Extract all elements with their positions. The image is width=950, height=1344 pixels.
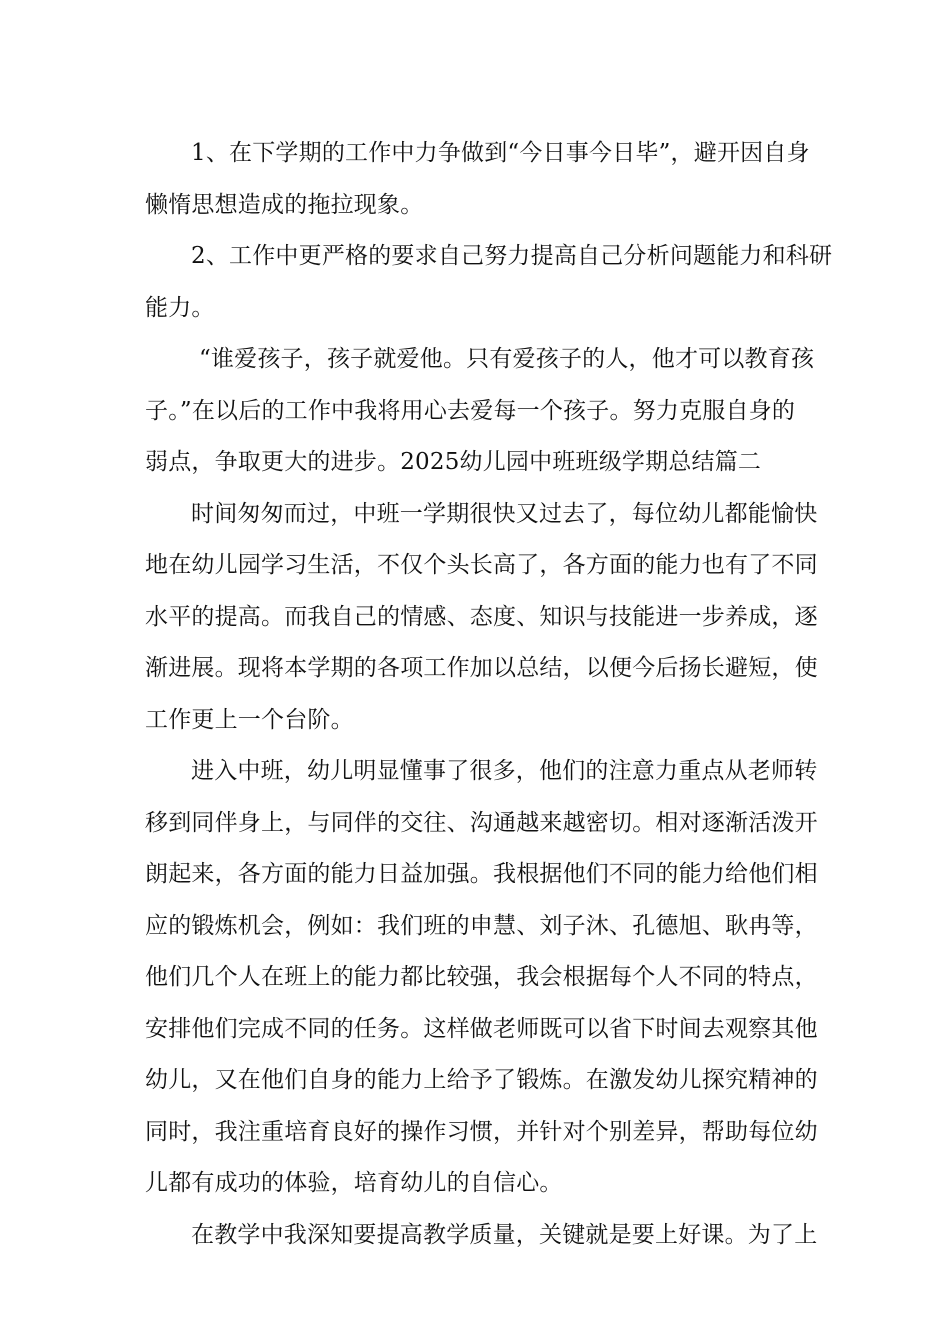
text-line: 工作更上一个台阶。	[145, 706, 354, 733]
text-line: 1、在下学期的工作中力争做到“今日事今日毕”，避开因自身	[191, 140, 810, 166]
text-line: “谁爱孩子，孩子就爱他。只有爱孩子的人，他才可以教育孩	[199, 346, 815, 372]
text-line: 地在幼儿园学习生活，不仅个头长高了，各方面的能力也有了不同	[145, 552, 818, 578]
text-line: 在教学中我深知要提高教学质量，关键就是要上好课。为了上	[191, 1221, 818, 1248]
text-line: 水平的提高。而我自己的情感、态度、知识与技能进一步养成，逐	[145, 603, 818, 630]
text-line: 移到同伴身上，与同伴的交往、沟通越来越密切。相对逐渐活泼开	[145, 809, 818, 836]
text-line: 能力。	[145, 294, 215, 321]
paragraph	[145, 1210, 818, 1262]
text-line: 儿都有成功的体验，培育幼儿的自信心。	[145, 1170, 563, 1196]
paragraph	[145, 489, 818, 747]
document-body	[145, 128, 833, 1261]
text-line: 懒惰思想造成的拖拉现象。	[145, 191, 424, 218]
paragraph	[145, 231, 833, 334]
text-line: 应的锻炼机会，例如：我们班的申慧、刘子沐、孔德旭、耿冉等，	[145, 912, 818, 939]
paragraph	[145, 746, 818, 1210]
text-line: 朗起来，各方面的能力日益加强。我根据他们不同的能力给他们相	[145, 861, 818, 887]
text-line: 同时，我注重培育良好的操作习惯，并针对个别差异，帮助每位幼	[145, 1118, 818, 1145]
text-line: 安排他们完成不同的任务。这样做老师既可以省下时间去观察其他	[145, 1015, 818, 1042]
text-line: 时间匆匆而过，中班一学期很快又过去了，每位幼儿都能愉快	[191, 500, 818, 527]
text-line: 弱点，争取更大的进步。2025幼儿园中班班级学期总结篇二	[145, 449, 762, 475]
text-line: 渐进展。现将本学期的各项工作加以总结，以便今后扬长避短，使	[145, 655, 818, 681]
text-line: 幼儿，又在他们自身的能力上给予了锻炼。在激发幼儿探究精神的	[145, 1067, 818, 1093]
text-line: 进入中班，幼儿明显懂事了很多，他们的注意力重点从老师转	[191, 758, 818, 784]
paragraph	[145, 334, 813, 489]
text-line: 他们几个人在班上的能力都比较强，我会根据每个人不同的特点，	[145, 964, 818, 990]
paragraph	[145, 128, 813, 231]
text-line: 子。”在以后的工作中我将用心去爱每一个孩子。努力克服自身的	[145, 397, 796, 424]
text-line: 2、工作中更严格的要求自己努力提高自己分析问题能力和科研	[191, 243, 833, 269]
